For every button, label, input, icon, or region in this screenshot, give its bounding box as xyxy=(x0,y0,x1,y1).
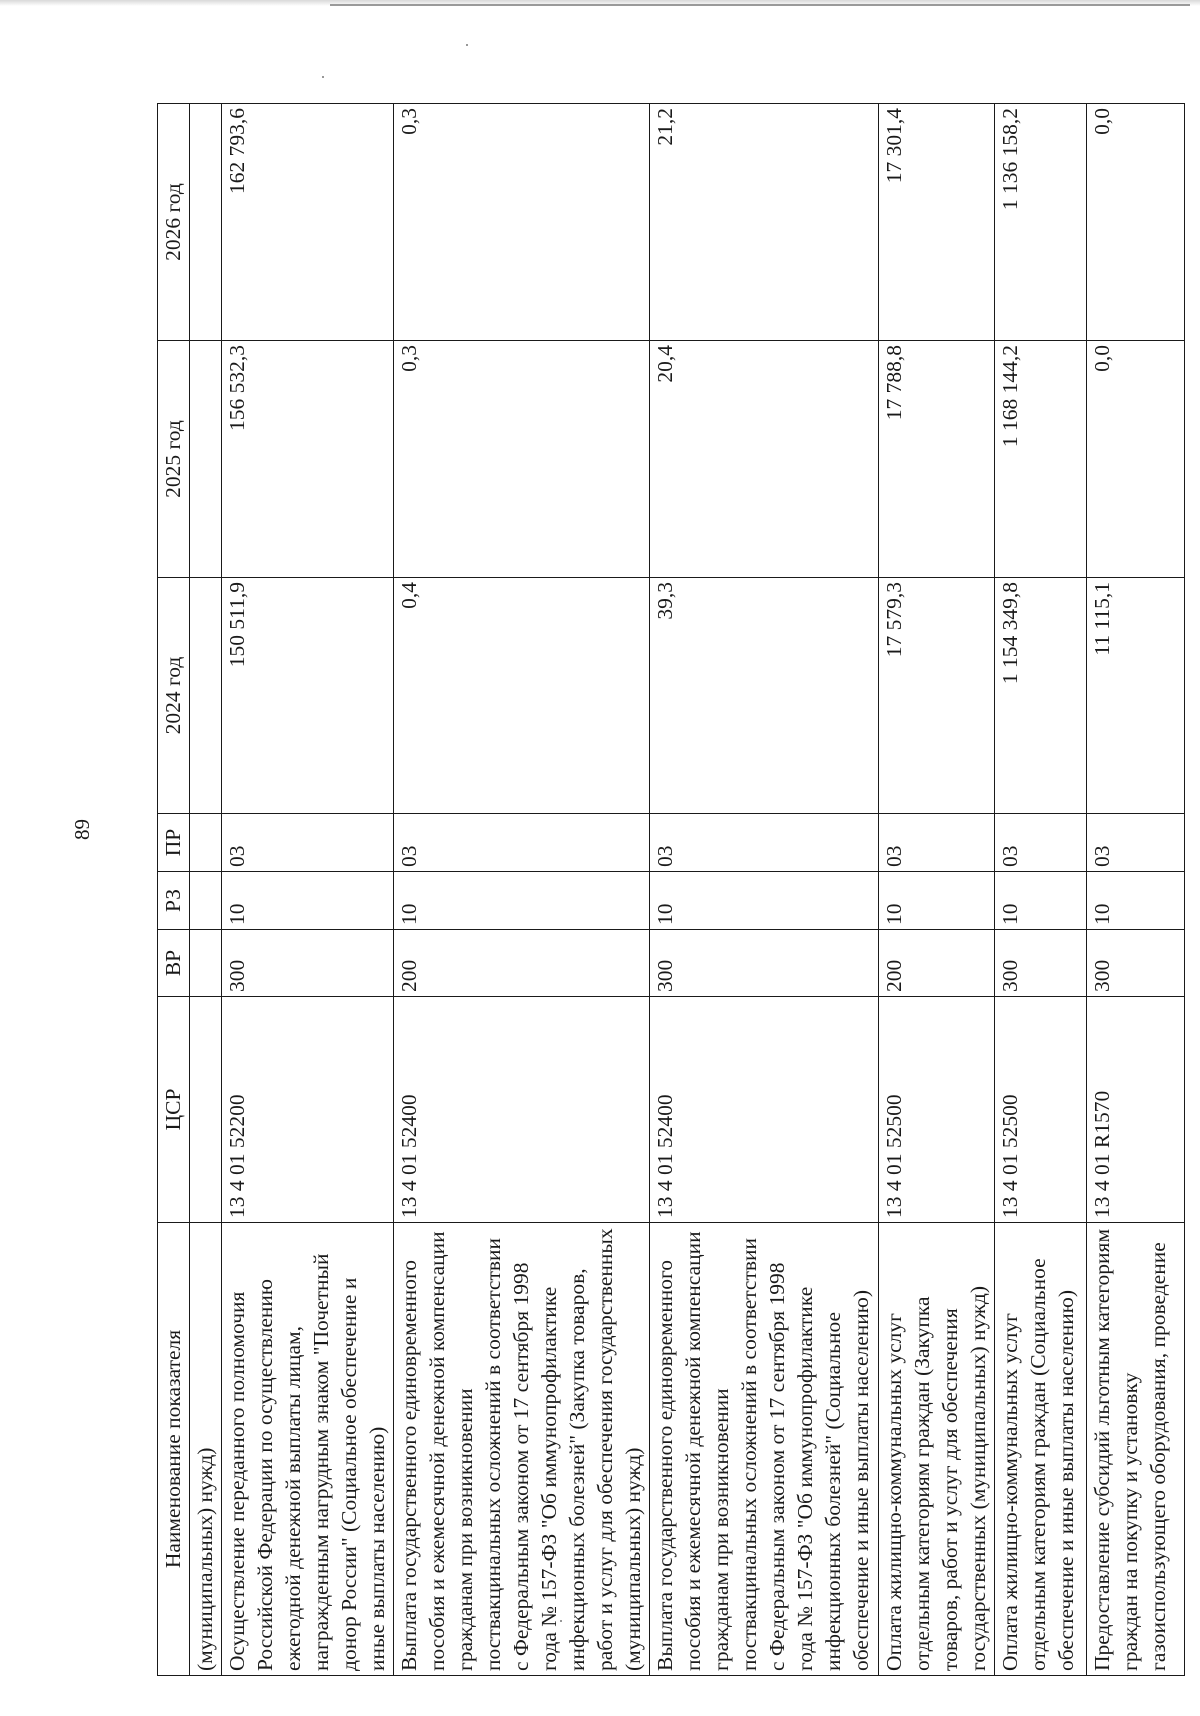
row-rz: 10 xyxy=(995,872,1087,930)
header-2026: 2026 год xyxy=(158,104,190,341)
row-csr: 13 4 01 52500 xyxy=(879,997,995,1223)
header-name: Наименование показателя xyxy=(158,1223,190,1676)
scan-speck xyxy=(322,76,324,78)
row-pr: 03 xyxy=(879,814,995,872)
row-pr: 03 xyxy=(394,814,650,872)
row-2026: 0,3 xyxy=(394,104,650,341)
empty-cell xyxy=(190,341,222,578)
table-row xyxy=(222,104,394,1676)
row-2026: 21,2 xyxy=(650,104,879,341)
scan-edge-line xyxy=(330,4,1190,6)
row-pr: 03 xyxy=(995,814,1087,872)
row-rz: 10 xyxy=(1087,872,1185,930)
row-rz: 10 xyxy=(879,872,995,930)
table-header-row xyxy=(158,104,190,1676)
row-pr: 03 xyxy=(650,814,879,872)
row-2025: 156 532,3 xyxy=(222,341,394,578)
table-row xyxy=(394,104,650,1676)
header-pr: ПР xyxy=(158,814,190,872)
row-name: Выплата государственного единовременного пособия и ежемесячной денежной компенсации гражданам при возникновении поствакцинальных осложнений в соответствии с Федеральным законом от 17 сентября 1998 года № 157-ФЗ "Об иммунопрофилактике инфекционных болезней" (Закупка товаров, работ и услуг для обеспечения государственных (муниципальных) нужд) xyxy=(394,1223,650,1676)
row-2024: 150 511,9 xyxy=(222,578,394,814)
row-2024: 17 579,3 xyxy=(879,578,995,814)
row-name: Осуществление переданного полномочия Российской Федерации по осуществлению ежегодной денежной выплаты лицам, награжденным нагрудным знаком "Почетный донор России" (Социальное обеспечение и иные выплаты населению) xyxy=(222,1223,394,1676)
row-vr: 200 xyxy=(394,930,650,997)
header-vr: ВР xyxy=(158,930,190,997)
row-vr: 300 xyxy=(995,930,1087,997)
header-rz: РЗ xyxy=(158,872,190,930)
row-vr: 300 xyxy=(650,930,879,997)
row-2026: 0,0 xyxy=(1087,104,1185,341)
row-2024: 0,4 xyxy=(394,578,650,814)
table-row xyxy=(879,104,995,1676)
row-csr: 13 4 01 52200 xyxy=(222,997,394,1223)
row-2024: 11 115,1 xyxy=(1087,578,1185,814)
row-2026: 17 301,4 xyxy=(879,104,995,341)
empty-cell xyxy=(190,872,222,930)
row-name: Оплата жилищно-коммунальных услуг отдельным категориям граждан (Социальное обеспечение и иные выплаты населению) xyxy=(995,1223,1087,1676)
row-2025: 0,3 xyxy=(394,341,650,578)
row-csr: 13 4 01 52400 xyxy=(650,997,879,1223)
row-csr: 13 4 01 52500 xyxy=(995,997,1087,1223)
row-2025: 17 788,8 xyxy=(879,341,995,578)
row-2024: 39,3 xyxy=(650,578,879,814)
row-csr: 13 4 01 R1570 xyxy=(1087,997,1185,1223)
row-vr: 300 xyxy=(222,930,394,997)
budget-table xyxy=(157,103,1185,1676)
empty-cell xyxy=(190,104,222,341)
row-name: Выплата государственного единовременного пособия и ежемесячной денежной компенсации гражданам при возникновении поствакцинальных осложнений в соответствии с Федеральным законом от 17 сентября 1998 года № 157-ФЗ "Об иммунопрофилактике инфекционных болезней" (Социальное обеспечение и иные выплаты населению) xyxy=(650,1223,879,1676)
row-2026: 162 793,6 xyxy=(222,104,394,341)
empty-cell xyxy=(190,578,222,814)
row-rz: 10 xyxy=(222,872,394,930)
row-pr: 03 xyxy=(222,814,394,872)
rotated-page-content xyxy=(157,104,1170,1676)
continuation-row xyxy=(190,104,222,1676)
row-name: Предоставление субсидий льготным категориям граждан на покупку и установку газоиспользующего оборудования, проведение xyxy=(1087,1223,1185,1676)
row-name: Оплата жилищно-коммунальных услуг отдельным категориям граждан (Закупка товаров, работ и услуг для обеспечения государственных (муниципальных) нужд) xyxy=(879,1223,995,1676)
header-2025: 2025 год xyxy=(158,341,190,578)
row-rz: 10 xyxy=(650,872,879,930)
row-2024: 1 154 349,8 xyxy=(995,578,1087,814)
empty-cell xyxy=(190,814,222,872)
page-number: 89 xyxy=(70,819,94,840)
row-vr: 300 xyxy=(1087,930,1185,997)
table-row xyxy=(1087,104,1185,1676)
header-csr: ЦСР xyxy=(158,997,190,1223)
empty-cell xyxy=(190,997,222,1223)
row-2025: 1 168 144,2 xyxy=(995,341,1087,578)
table-row xyxy=(650,104,879,1676)
row-rz: 10 xyxy=(394,872,650,930)
continuation-text: (муниципальных) нужд) xyxy=(190,1223,222,1676)
scan-speck xyxy=(466,44,468,46)
row-csr: 13 4 01 52400 xyxy=(394,997,650,1223)
table-row xyxy=(995,104,1087,1676)
header-2024: 2024 год xyxy=(158,578,190,814)
empty-cell xyxy=(190,930,222,997)
row-2025: 20,4 xyxy=(650,341,879,578)
row-vr: 200 xyxy=(879,930,995,997)
row-pr: 03 xyxy=(1087,814,1185,872)
row-2025: 0,0 xyxy=(1087,341,1185,578)
row-2026: 1 136 158,2 xyxy=(995,104,1087,341)
